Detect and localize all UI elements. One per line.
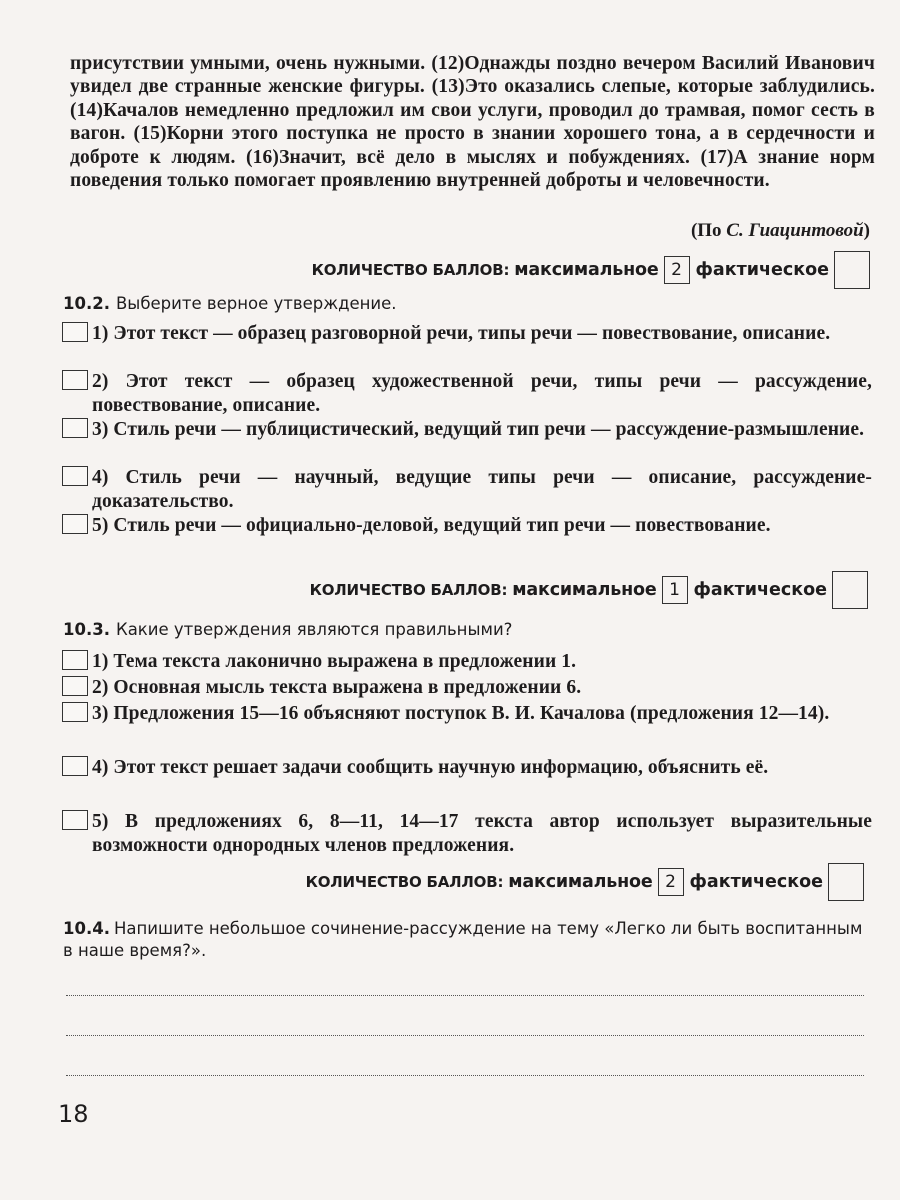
task-question: Какие утверждения являются правильными? (115, 620, 513, 639)
answer-writing-line[interactable] (66, 1035, 864, 1036)
answer-writing-line[interactable] (66, 995, 864, 996)
task-10-2-heading (63, 294, 397, 313)
score-label: КОЛИЧЕСТВО БАЛЛОВ: максимальное (309, 580, 657, 600)
score-row-10-1 (312, 252, 870, 288)
max-score-box: 1 (662, 576, 688, 604)
attribution-prefix: (По (690, 220, 727, 241)
task-question: Выберите верное утверждение. (115, 294, 397, 313)
answer-option: 5) Стиль речи — официально-деловой, ведущий тип речи — повествование. (62, 514, 872, 560)
max-score-box: 2 (664, 256, 690, 284)
attribution-suffix: ) (863, 220, 870, 241)
answer-checkbox[interactable] (62, 810, 88, 830)
answer-option: 3) Предложения 15—16 объясняют поступок В. И. Качалова (предложения 12—14). (62, 702, 872, 748)
actual-score-label: фактическое (695, 260, 829, 280)
actual-score-label: фактическое (689, 872, 823, 892)
task-10-3-heading (63, 620, 512, 639)
answer-option: 2) Основная мысль текста выражена в предложении 6. (62, 676, 872, 699)
task-number: 10.2. (63, 294, 110, 313)
answer-option: 1) Этот текст — образец разговорной речи, типы речи — повествование, описание. (62, 322, 872, 368)
task-number: 10.3. (63, 620, 110, 639)
answer-checkbox[interactable] (62, 676, 88, 696)
task-10-2-options (62, 322, 872, 560)
actual-score-label: фактическое (693, 580, 827, 600)
task-10-3-options (62, 650, 872, 856)
answer-option: 5) В предложениях 6, 8—11, 14—17 текста автор использует выразительные возможности однородных членов предложения. (62, 810, 872, 856)
answer-checkbox[interactable] (62, 466, 88, 486)
actual-score-input[interactable] (828, 863, 864, 901)
reading-passage: присутствии умными, очень нужными. (12)Однажды поздно вечером Василий Иванович увидел две странные женские фигуры. (13)Это оказались слепые, которые заблудились. (14)Качалов немедленно предложил им свои услуги, проводил до трамвая, помог сесть в вагон. (15)Корни этого поступка не просто в знании хорошего тона, а в сердечности и доброте к людям. (16)Значит, всё дело в мыслях и побуждениях. (17)А знание норм поведения только помогает проявлению внутренней доброты и человечности. (70, 52, 875, 192)
score-label: КОЛИЧЕСТВО БАЛЛОВ: максимальное (305, 872, 653, 892)
answer-checkbox[interactable] (62, 514, 88, 534)
answer-writing-line[interactable] (66, 1075, 864, 1076)
score-row-10-2 (310, 572, 868, 608)
task-question: Напишите небольшое сочинение-рассуждение на тему «Легко ли быть воспитанным в наше время?». (63, 919, 863, 960)
attribution-author: С. Гиацинтовой (726, 220, 864, 241)
passage-attribution (691, 220, 870, 242)
task-10-4-heading (63, 918, 873, 962)
page-number: 18 (58, 1100, 89, 1128)
actual-score-input[interactable] (834, 251, 870, 289)
score-label: КОЛИЧЕСТВО БАЛЛОВ: максимальное (311, 260, 659, 280)
answer-checkbox[interactable] (62, 370, 88, 390)
answer-checkbox[interactable] (62, 418, 88, 438)
answer-option: 3) Стиль речи — публицистический, ведущий тип речи — рассуждение-размышление. (62, 418, 872, 464)
max-score-box: 2 (658, 868, 684, 896)
answer-option: 4) Стиль речи — научный, ведущие типы речи — описание, рассуждение-доказательство. (62, 466, 872, 512)
answer-checkbox[interactable] (62, 756, 88, 776)
answer-checkbox[interactable] (62, 650, 88, 670)
score-row-10-3 (306, 864, 864, 900)
answer-option: 1) Тема текста лаконично выражена в предложении 1. (62, 650, 872, 673)
answer-checkbox[interactable] (62, 702, 88, 722)
task-number: 10.4. (63, 919, 110, 938)
answer-option: 4) Этот текст решает задачи сообщить научную информацию, объяснить её. (62, 756, 872, 802)
answer-checkbox[interactable] (62, 322, 88, 342)
actual-score-input[interactable] (832, 571, 868, 609)
answer-option: 2) Этот текст — образец художественной речи, типы речи — рассуждение, повествование, описание. (62, 370, 872, 416)
